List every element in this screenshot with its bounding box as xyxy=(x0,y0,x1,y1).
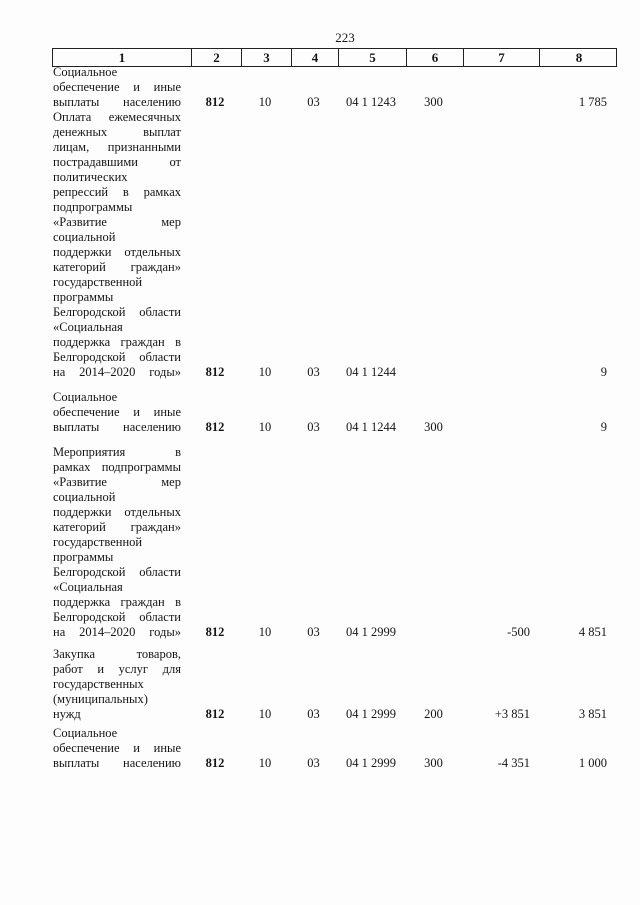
description-line: «Развитие мер xyxy=(53,215,181,229)
description-line: выплаты населению xyxy=(53,420,181,434)
description-line: политических xyxy=(53,170,128,184)
cell-target-article: 04 1 2999 xyxy=(346,756,396,770)
cell-subsection: 03 xyxy=(307,707,320,721)
cell-amount: 1 000 xyxy=(578,756,607,770)
row-description xyxy=(52,445,190,640)
cell-amount: 9 xyxy=(600,365,607,379)
cell-expense-type: 300 xyxy=(424,756,443,770)
table-row xyxy=(52,726,617,771)
cell-change xyxy=(462,95,538,110)
description-line: поддержки отдельных xyxy=(53,245,181,259)
description-line: обеспечение и иные xyxy=(53,80,181,94)
description-line: денежных выплат xyxy=(53,125,181,139)
cell-ministry-code: 812 xyxy=(205,625,225,639)
description-line: Социальное xyxy=(53,390,118,404)
description-line: Белгородской области xyxy=(53,350,181,364)
description-line: социальной xyxy=(53,230,116,244)
description-line: выплаты населению xyxy=(53,756,181,770)
cell-ministry-code: 812 xyxy=(205,420,225,434)
description-line: «Социальная xyxy=(53,320,123,334)
cell-ministry-code: 812 xyxy=(205,95,225,109)
row-description xyxy=(52,390,190,435)
cell-target-article: 04 1 1244 xyxy=(346,420,396,434)
header-col-4: 4 xyxy=(291,49,338,66)
cell-section: 10 xyxy=(258,625,272,639)
description-line: подпрограммы xyxy=(53,200,133,214)
cell-target-article: 04 1 2999 xyxy=(346,707,396,721)
cell-subsection: 03 xyxy=(307,625,320,639)
description-line: программы xyxy=(53,290,114,304)
description-line: программы xyxy=(53,550,114,564)
description-line: поддержка граждан в xyxy=(53,335,181,349)
header-col-3: 3 xyxy=(241,49,291,66)
description-line: пострадавшими от xyxy=(53,155,181,169)
cell-change xyxy=(462,420,538,435)
description-line: «Социальная xyxy=(53,580,123,594)
description-line: репрессий в рамках xyxy=(53,185,181,199)
cell-amount: 4 851 xyxy=(578,625,607,639)
description-line: обеспечение и иные xyxy=(53,741,181,755)
description-line: категорий граждан» xyxy=(53,260,181,274)
cell-expense-type xyxy=(405,365,462,380)
description-line: Социальное xyxy=(53,726,118,740)
table-row xyxy=(52,65,617,110)
cell-change xyxy=(462,365,538,380)
cell-target-article: 04 1 1243 xyxy=(346,95,396,109)
description-line: государственных xyxy=(53,677,144,691)
cell-amount: 9 xyxy=(600,420,607,434)
description-line: обеспечение и иные xyxy=(53,405,181,419)
description-line: рамках подпрограммы xyxy=(53,460,181,474)
description-line: Социальное xyxy=(53,65,118,79)
row-description xyxy=(52,726,190,771)
description-line: работ и услуг для xyxy=(53,662,181,676)
header-col-8: 8 xyxy=(539,49,618,66)
description-line: выплаты населению xyxy=(53,95,181,109)
cell-section: 10 xyxy=(258,420,272,434)
description-line: Белгородской области xyxy=(53,305,181,319)
description-line: Мероприятия в xyxy=(53,445,181,459)
table-row xyxy=(52,445,617,640)
cell-change: -500 xyxy=(507,625,530,639)
table-body xyxy=(52,65,617,771)
cell-ministry-code: 812 xyxy=(205,365,225,379)
cell-subsection: 03 xyxy=(307,95,320,109)
description-line: «Развитие мер xyxy=(53,475,181,489)
row-description xyxy=(52,647,190,722)
cell-expense-type: 200 xyxy=(424,707,443,721)
cell-subsection: 03 xyxy=(307,420,320,434)
page-number: 223 xyxy=(335,30,355,45)
table-row xyxy=(52,647,617,722)
row-description xyxy=(52,110,190,380)
description-line: социальной xyxy=(53,490,116,504)
cell-target-article: 04 1 1244 xyxy=(346,365,396,379)
cell-ministry-code: 812 xyxy=(205,707,225,721)
cell-expense-type: 300 xyxy=(424,420,443,434)
description-line: на 2014–2020 годы» xyxy=(53,625,181,639)
description-line: лицам, признанными xyxy=(53,140,181,154)
cell-amount: 3 851 xyxy=(578,707,607,721)
cell-amount: 1 785 xyxy=(578,95,607,109)
cell-section: 10 xyxy=(258,365,272,379)
cell-subsection: 03 xyxy=(307,365,320,379)
cell-target-article: 04 1 2999 xyxy=(346,625,396,639)
description-line: поддержка граждан в xyxy=(53,595,181,609)
description-line: государственной xyxy=(53,275,143,289)
description-line: нужд xyxy=(53,707,81,721)
table-row xyxy=(52,390,617,435)
description-line: поддержки отдельных xyxy=(53,505,181,519)
cell-ministry-code: 812 xyxy=(205,756,225,770)
cell-change: -4 351 xyxy=(497,756,530,770)
cell-change: +3 851 xyxy=(494,707,530,721)
header-col-5: 5 xyxy=(338,49,406,66)
cell-expense-type xyxy=(405,625,462,640)
table-row xyxy=(52,110,617,380)
description-line: Закупка товаров, xyxy=(53,647,181,661)
description-line: на 2014–2020 годы» xyxy=(53,365,181,379)
cell-section: 10 xyxy=(258,756,272,770)
header-col-1: 1 xyxy=(118,50,126,65)
cell-expense-type: 300 xyxy=(424,95,443,109)
description-line: Белгородской области xyxy=(53,565,181,579)
header-col-2: 2 xyxy=(191,49,241,66)
description-line: (муниципальных) xyxy=(53,692,148,706)
description-line: Белгородской области xyxy=(53,610,181,624)
row-description xyxy=(52,65,190,110)
header-col-6: 6 xyxy=(406,49,463,66)
cell-section: 10 xyxy=(258,707,272,721)
description-line: государственной xyxy=(53,535,143,549)
description-line: Оплата ежемесячных xyxy=(53,110,181,124)
cell-section: 10 xyxy=(258,95,272,109)
description-line: категорий граждан» xyxy=(53,520,181,534)
cell-subsection: 03 xyxy=(307,756,320,770)
header-col-7: 7 xyxy=(463,49,539,66)
